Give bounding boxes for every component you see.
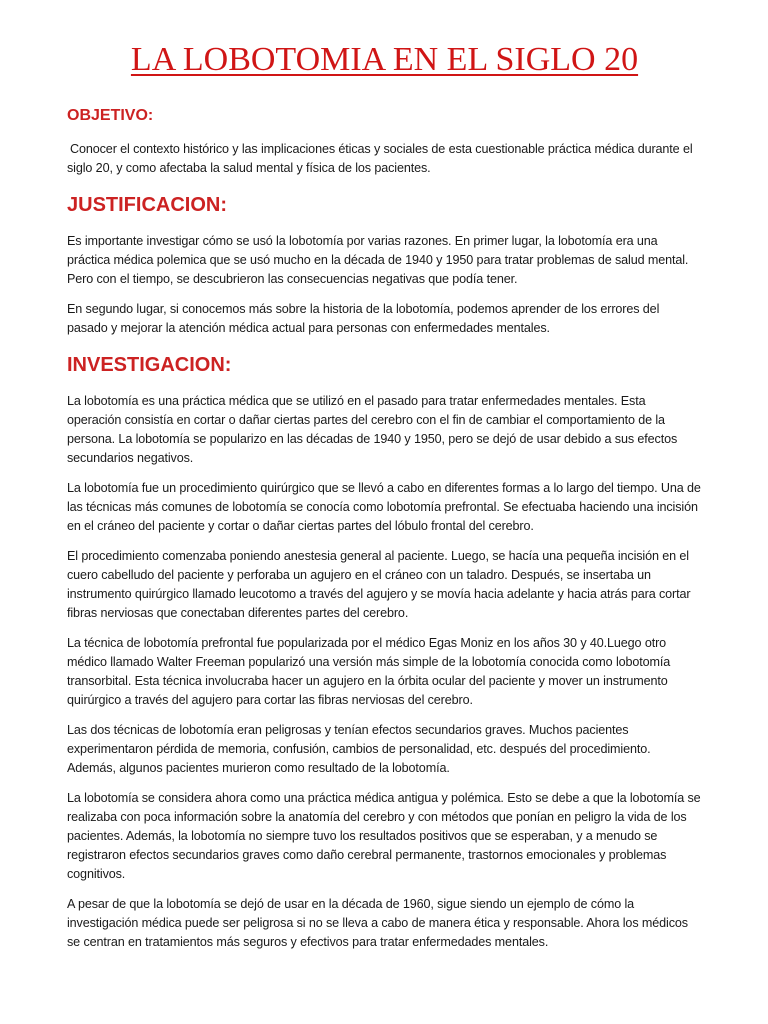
section-heading-objetivo: OBJETIVO: [67, 107, 154, 124]
section-heading-investigacion: INVESTIGACION: [67, 354, 232, 376]
document-title: LA LOBOTOMIA EN EL SIGLO 20 [130, 41, 639, 78]
section-heading-justificacion: JUSTIFICACION: [67, 194, 227, 216]
paragraph: La lobotomía se considera ahora como una práctica médica antigua y polémica. Esto se debe a que la lobotomía se realizaba con poca información sobre la anatomía del cerebro y con métodos que ponían en peligro la vida de los pacientes. Además, la lobotomía no siempre tuvo los resultados positivos que se esperaban, y a menudo se registraron efectos secundarios graves como daño cerebral permanente, trastornos emocionales y problemas cognitivos. [67, 791, 701, 881]
section-justificacion [67, 192, 702, 338]
paragraph: En segundo lugar, si conocemos más sobre la historia de la lobotomía, podemos aprender de los errores del pasado y mejorar la atención médica actual para personas con enfermedades mentales. [67, 302, 660, 335]
paragraph: Las dos técnicas de lobotomía eran peligrosas y tenían efectos secundarios graves. Muchos pacientes experimentaron pérdida de memoria, confusión, cambios de personalidad, etc. después del procedimiento. Además, algunos pacientes murieron como resultado de la lobotomía. [67, 723, 651, 775]
paragraph: Es importante investigar cómo se usó la lobotomía por varias razones. En primer lugar, la lobotomía era una práctica médica polemica que se usó mucho en la década de 1940 y 1950 para tratar problemas de salud mental. Pero con el tiempo, se descubrieron las consecuencias negativas que podía tener. [67, 234, 689, 286]
paragraph: A pesar de que la lobotomía se dejó de usar en la década de 1960, sigue siendo un ejemplo de cómo la investigación médica puede ser peligrosa si no se lleva a cabo de manera ética y responsable. Ahora los médicos se centran en tratamientos más seguros y efectivos para tratar enfermedades mentales. [67, 897, 688, 949]
paragraph: La lobotomía fue un procedimiento quirúrgico que se llevó a cabo en diferentes formas a lo largo del tiempo. Una de las técnicas más comunes de lobotomía se conocía como lobotomía prefrontal. Se efectuaba haciendo una incisión en el cráneo del paciente y cortar o dañar ciertas partes del lóbulo frontal del cerebro. [67, 481, 701, 533]
paragraph: La técnica de lobotomía prefrontal fue popularizada por el médico Egas Moniz en los años 30 y 40.Luego otro médico llamado Walter Freeman popularizó una versión más simple de la lobotomía conocida como lobotomía transorbital. Esta técnica involucraba hacer un agujero en la órbita ocular del paciente y mover un instrumento quirúrgico a través del agujero para cortar las fibras nerviosas del cerebro. [67, 636, 671, 707]
section-objetivo [67, 106, 702, 178]
paragraph: Conocer el contexto histórico y las implicaciones éticas y sociales de esta cuestionable práctica médica durante el siglo 20, y como afectaba la salud mental y física de los pacientes. [67, 142, 693, 175]
paragraph: La lobotomía es una práctica médica que se utilizó en el pasado para tratar enfermedades mentales. Esta operación consistía en cortar o dañar ciertas partes del cerebro con el fin de cambiar el comportamiento de la persona. La lobotomía se popularizo en las décadas de 1940 y 1950, pero se dejó de usar debido a sus efectos secundarios negativos. [67, 394, 678, 465]
section-investigacion [67, 352, 702, 952]
paragraph: El procedimiento comenzaba poniendo anestesia general al paciente. Luego, se hacía una pequeña incisión en el cuero cabelludo del paciente y perforaba un agujero en el cráneo con un taladro. Después, se insertaba un instrumento quirúrgico llamado leucotomo a través del agujero y se movía hacia adelante y hacia atrás para cortar fibras nerviosas que conectaban diferentes partes del cerebro. [67, 549, 691, 620]
